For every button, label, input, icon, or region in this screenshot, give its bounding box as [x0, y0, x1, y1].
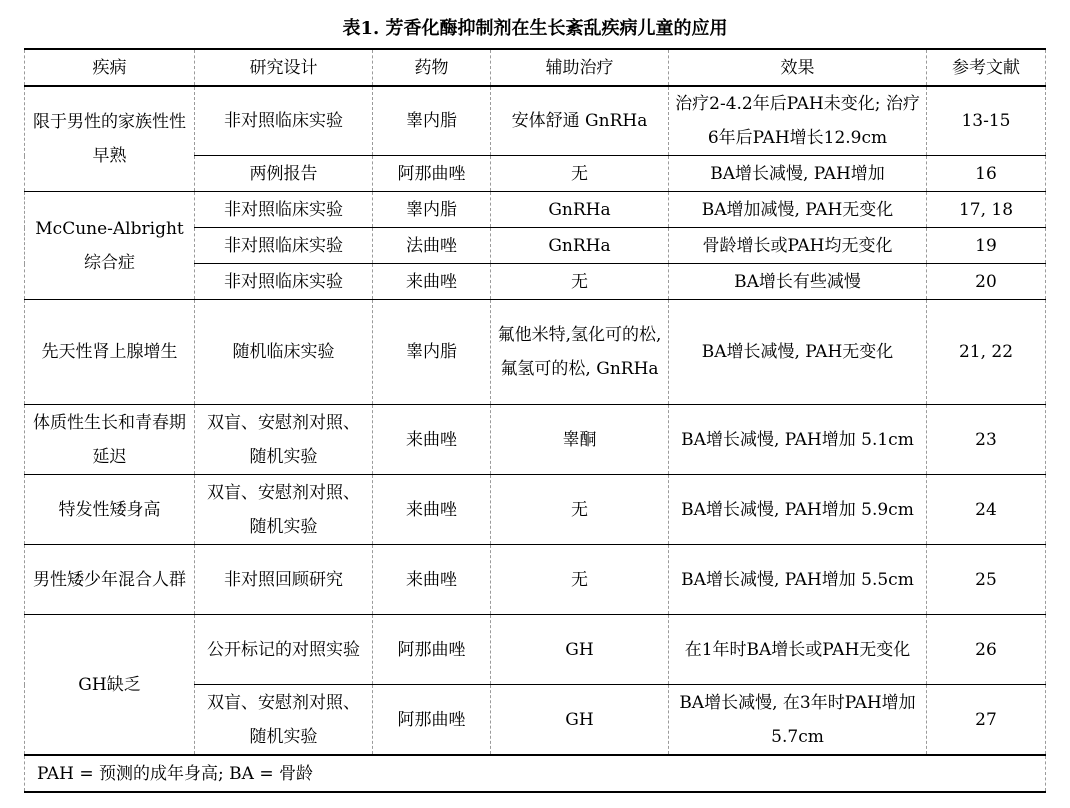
- drug-cell: 来曲唑: [373, 545, 491, 615]
- table-row: [25, 615, 1046, 685]
- header-drug: 药物: [373, 49, 491, 86]
- design-cell: 非对照临床实验: [195, 192, 373, 228]
- adjunct-cell: 无: [491, 156, 669, 192]
- drug-cell: 阿那曲唑: [373, 615, 491, 685]
- drug-cell: 睾内脂: [373, 300, 491, 405]
- aromatase-inhibitor-table: [24, 48, 1046, 793]
- effect-cell: 在1年时BA增长或PAH无变化: [669, 615, 927, 685]
- reference-cell: 20: [927, 264, 1046, 300]
- disease-cell: 男性矮少年混合人群: [25, 545, 195, 615]
- adjunct-cell: 氟他米特,氢化可的松,氟氢可的松, GnRHa: [491, 300, 669, 405]
- disease-cell: McCune-Albright 综合症: [25, 192, 195, 300]
- design-cell: 双盲、安慰剂对照、随机实验: [195, 475, 373, 545]
- design-cell: 双盲、安慰剂对照、随机实验: [195, 685, 373, 756]
- table-row: [25, 405, 1046, 475]
- reference-cell: 23: [927, 405, 1046, 475]
- disease-cell: 体质性生长和青春期延迟: [25, 405, 195, 475]
- effect-cell: 治疗2-4.2年后PAH未变化; 治疗6年后PAH增长12.9cm: [669, 86, 927, 156]
- drug-cell: 睾内脂: [373, 192, 491, 228]
- header-row: [25, 49, 1046, 86]
- footnote: PAH = 预测的成年身高; BA = 骨龄: [25, 755, 1046, 792]
- design-cell: 非对照临床实验: [195, 228, 373, 264]
- adjunct-cell: 无: [491, 545, 669, 615]
- adjunct-cell: 睾酮: [491, 405, 669, 475]
- header-disease: 疾病: [25, 49, 195, 86]
- drug-cell: 来曲唑: [373, 264, 491, 300]
- disease-cell: 先天性肾上腺增生: [25, 300, 195, 405]
- effect-cell: BA增长减慢, PAH增加: [669, 156, 927, 192]
- reference-cell: 26: [927, 615, 1046, 685]
- effect-cell: 骨龄增长或PAH均无变化: [669, 228, 927, 264]
- adjunct-cell: 无: [491, 264, 669, 300]
- header-adjunct: 辅助治疗: [491, 49, 669, 86]
- design-cell: 非对照回顾研究: [195, 545, 373, 615]
- drug-cell: 睾内脂: [373, 86, 491, 156]
- table-row: [25, 86, 1046, 156]
- design-cell: 随机临床实验: [195, 300, 373, 405]
- disease-cell: GH缺乏: [25, 615, 195, 756]
- effect-cell: BA增长减慢, PAH增加 5.9cm: [669, 475, 927, 545]
- effect-cell: BA增加减慢, PAH无变化: [669, 192, 927, 228]
- table-row: [25, 545, 1046, 615]
- design-cell: 两例报告: [195, 156, 373, 192]
- table-row: [25, 192, 1046, 228]
- disease-cell: 限于男性的家族性性早熟: [25, 86, 195, 192]
- effect-cell: BA增长减慢, 在3年时PAH增加5.7cm: [669, 685, 927, 756]
- design-cell: 非对照临床实验: [195, 86, 373, 156]
- table-row: [25, 300, 1046, 405]
- header-effect: 效果: [669, 49, 927, 86]
- drug-cell: 法曲唑: [373, 228, 491, 264]
- effect-cell: BA增长有些减慢: [669, 264, 927, 300]
- disease-cell: 特发性矮身高: [25, 475, 195, 545]
- table-row: [25, 475, 1046, 545]
- adjunct-cell: 安体舒通 GnRHa: [491, 86, 669, 156]
- reference-cell: 13-15: [927, 86, 1046, 156]
- footnote-row: [25, 755, 1046, 792]
- design-cell: 非对照临床实验: [195, 264, 373, 300]
- reference-cell: 24: [927, 475, 1046, 545]
- effect-cell: BA增长减慢, PAH增加 5.5cm: [669, 545, 927, 615]
- reference-cell: 16: [927, 156, 1046, 192]
- drug-cell: 来曲唑: [373, 405, 491, 475]
- reference-cell: 21, 22: [927, 300, 1046, 405]
- adjunct-cell: GH: [491, 615, 669, 685]
- adjunct-cell: GnRHa: [491, 192, 669, 228]
- reference-cell: 27: [927, 685, 1046, 756]
- reference-cell: 25: [927, 545, 1046, 615]
- drug-cell: 阿那曲唑: [373, 685, 491, 756]
- reference-cell: 17, 18: [927, 192, 1046, 228]
- adjunct-cell: GH: [491, 685, 669, 756]
- drug-cell: 阿那曲唑: [373, 156, 491, 192]
- header-design: 研究设计: [195, 49, 373, 86]
- adjunct-cell: 无: [491, 475, 669, 545]
- drug-cell: 来曲唑: [373, 475, 491, 545]
- effect-cell: BA增长减慢, PAH无变化: [669, 300, 927, 405]
- table-title: 表1. 芳香化酶抑制剂在生长紊乱疾病儿童的应用: [342, 18, 728, 39]
- header-reference: 参考文献: [927, 49, 1046, 86]
- design-cell: 双盲、安慰剂对照、随机实验: [195, 405, 373, 475]
- design-cell: 公开标记的对照实验: [195, 615, 373, 685]
- effect-cell: BA增长减慢, PAH增加 5.1cm: [669, 405, 927, 475]
- reference-cell: 19: [927, 228, 1046, 264]
- adjunct-cell: GnRHa: [491, 228, 669, 264]
